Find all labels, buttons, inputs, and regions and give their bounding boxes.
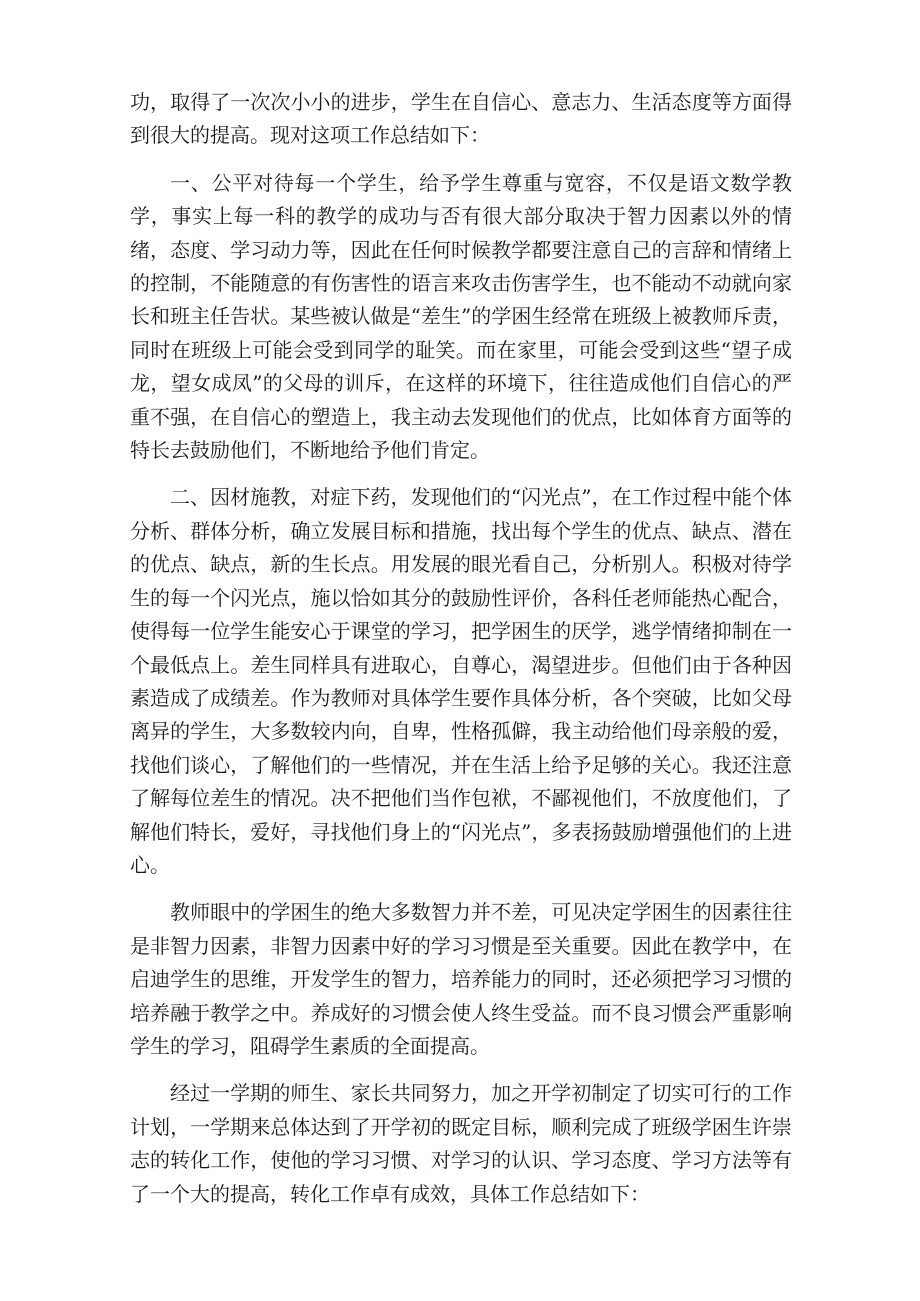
paragraph-semester-summary: 经过一学期的师生、家长共同努力，加之开学初制定了切实可行的工作计划，一学期来总体达到了开学初的既定目标，顺利完成了班级学困生许崇志的转化工作，使他的学习习惯、对学习的认识、学习态度、学习方法等有了一个大的提高，转化工作卓有成效，具体工作总结如下： xyxy=(130,1081,792,1206)
paragraph-fair-treatment: 一、公平对待每一个学生，给予学生尊重与宽容，不仅是语文数学教学，事实上每一科的教学的成功与否有很大部分取决于智力因素以外的情绪，态度、学习动力等，因此在任何时候教学都要注意自己的言辞和情绪上的控制，不能随意的有伤害性的语言来攻击伤害学生，也不能动不动就向家长和班主任告状。某些被认做是“差生”的学困生经常在班级上被教师斥责，同时在班级上可能会受到同学的耻笑。而在家里，可能会受到这些“望子成龙，望女成凤”的父母的训斥，在这样的环境下，往往造成他们自信心的严重不强，在自信心的塑造上，我主动去发现他们的优点，比如体育方面等的特长去鼓励他们，不断地给予他们肯定。 xyxy=(130,170,792,463)
body-text xyxy=(130,86,792,1211)
paragraph-study-habits: 教师眼中的学困生的绝大多数智力并不差，可见决定学困生的因素往往是非智力因素，非智力因素中好的学习习惯是至关重要。因此在教学中，在启迪学生的思维，开发学生的智力，培养能力的同时，还必须把学习习惯的培养融于教学之中。养成好的习惯会使人终生受益。而不良习惯会严重影响学生的学习，阻碍学生素质的全面提高。 xyxy=(130,900,792,1058)
paragraph-continuation: 功，取得了一次次小小的进步，学生在自信心、意志力、生活态度等方面得到很大的提高。现对这项工作总结如下： xyxy=(130,90,792,148)
paragraph-individualized-teaching: 二、因材施教，对症下药，发现他们的“闪光点”，在工作过程中能个体分析、群体分析，确立发展目标和措施，找出每个学生的优点、缺点、潜在的优点、缺点，新的生长点。用发展的眼光看自己，分析别人。积极对待学生的每一个闪光点，施以恰如其分的鼓励性评价，各科任老师能热心配合，使得每一位学生能安心于课堂的学习，把学困生的厌学，逃学情绪抑制在一个最低点上。差生同样具有进取心，自尊心，渴望进步。但他们由于各种因素造成了成绩差。作为教师对具体学生要作具体分析，各个突破，比如父母离异的学生，大多数较内向，自卑，性格孤僻，我主动给他们母亲般的爱，找他们谈心，了解他们的一些情况，并在生活上给予足够的关心。我还注意了解每位差生的情况。决不把他们当作包袱，不鄙视他们，不放度他们，了解他们特长，爱好，寻找他们身上的“闪光点”，多表扬鼓励增强他们的上进心。 xyxy=(130,485,792,877)
